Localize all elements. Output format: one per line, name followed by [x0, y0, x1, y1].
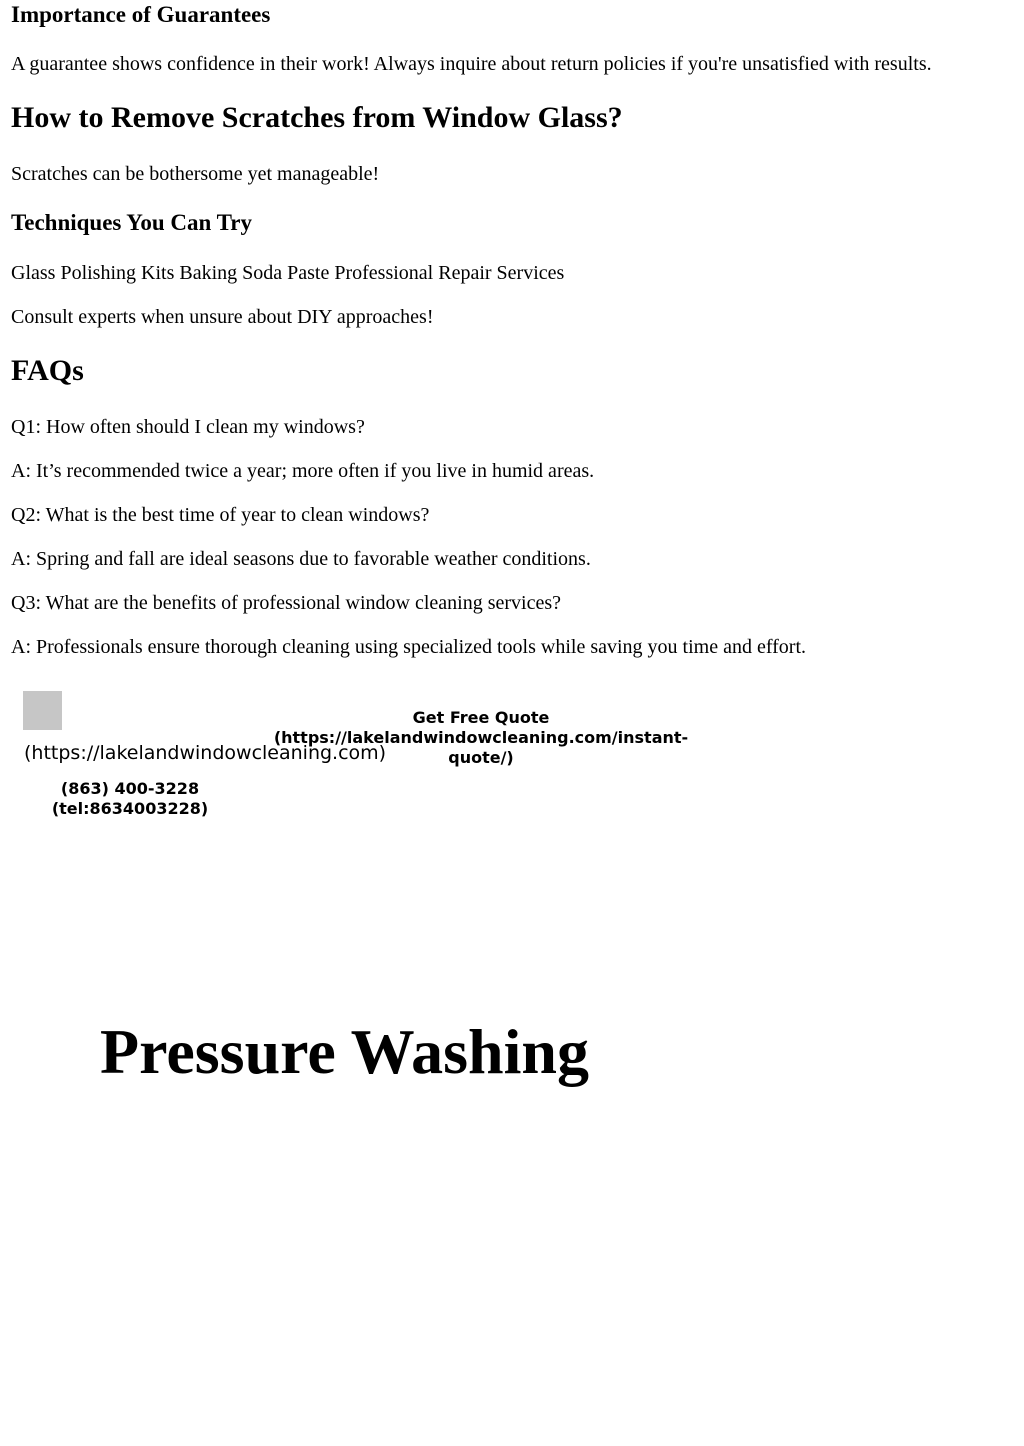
faq-question: Q2: What is the best time of year to clean windows?: [11, 504, 430, 526]
techniques-heading: Techniques You Can Try: [11, 210, 252, 235]
quote-label[interactable]: Get Free Quote: [412, 708, 550, 727]
phone-label[interactable]: (863) 400-3228: [60, 779, 200, 798]
guarantees-text: A guarantee shows confidence in their work! Always inquire about return policies if you're unsatisfied with results.: [11, 53, 932, 75]
logo-link[interactable]: (https://lakelandwindowcleaning.com): [24, 742, 387, 764]
techniques-list: Glass Polishing Kits Baking Soda Paste Professional Repair Services: [11, 262, 565, 284]
faq-answer: A: Spring and fall are ideal seasons due to favorable weather conditions.: [11, 548, 591, 570]
get-free-quote-button[interactable]: [250, 708, 712, 768]
scratches-heading: How to Remove Scratches from Window Glass?: [11, 101, 623, 134]
faqs-heading: FAQs: [11, 354, 84, 387]
faq-answer: A: It’s recommended twice a year; more often if you live in humid areas.: [11, 460, 595, 482]
guarantees-heading: Importance of Guarantees: [11, 2, 271, 27]
scratches-text: Scratches can be bothersome yet manageable!: [11, 163, 380, 185]
pressure-washing-heading: Pressure Washing: [100, 1016, 589, 1087]
phone-link[interactable]: [40, 779, 220, 819]
logo-image-placeholder[interactable]: [23, 691, 62, 730]
consult-text: Consult experts when unsure about DIY approaches!: [11, 306, 434, 328]
quote-url[interactable]: (https://lakelandwindowcleaning.com/instant-quote/): [273, 728, 689, 767]
faq-answer: A: Professionals ensure thorough cleaning using specialized tools while saving you time and effort.: [11, 636, 807, 658]
faq-question: Q3: What are the benefits of professional window cleaning services?: [11, 592, 561, 614]
phone-url[interactable]: (tel:8634003228): [51, 799, 209, 818]
faq-question: Q1: How often should I clean my windows?: [11, 416, 365, 438]
